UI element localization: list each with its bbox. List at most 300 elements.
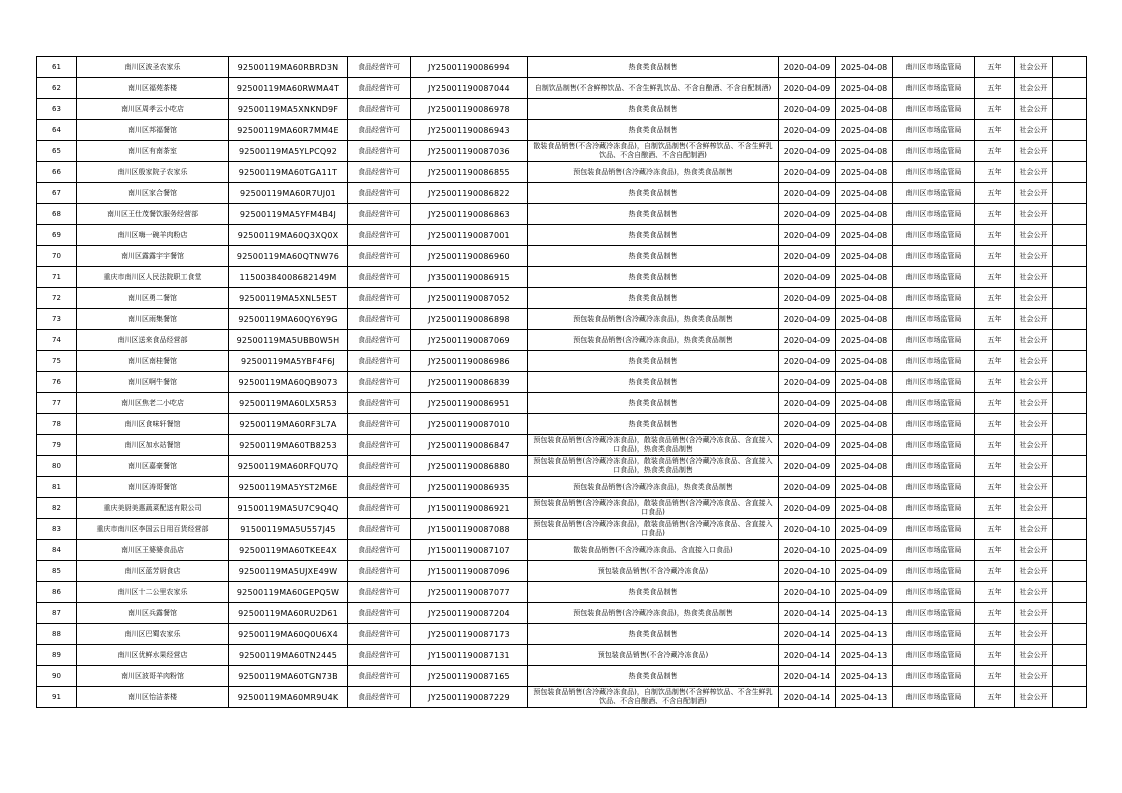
business-scope-cell: 热食类食品制售: [528, 372, 779, 393]
issue-date-cell: 2020-04-09: [779, 246, 836, 267]
permit-type-cell: 食品经营许可: [348, 204, 411, 225]
row-number-cell: 73: [37, 309, 77, 330]
row-number-cell: 70: [37, 246, 77, 267]
business-name-cell: 南川区加水站餐馆: [77, 435, 229, 456]
issue-date-cell: 2020-04-09: [779, 414, 836, 435]
row-number-cell: 75: [37, 351, 77, 372]
business-name-cell: 南川区勇二餐馆: [77, 288, 229, 309]
expiry-date-cell: 2025-04-09: [836, 582, 893, 603]
permit-type-cell: 食品经营许可: [348, 351, 411, 372]
issue-date-cell: 2020-04-09: [779, 225, 836, 246]
permit-type-cell: 食品经营许可: [348, 687, 411, 708]
issuing-authority-cell: 南川区市场监管局: [893, 372, 975, 393]
disclosure-status-cell: 社会公开: [1015, 540, 1053, 561]
issue-date-cell: 2020-04-09: [779, 309, 836, 330]
license-number-cell: JY25001190086863: [411, 204, 528, 225]
validity-term-cell: 五年: [975, 498, 1015, 519]
license-number-cell: JY25001190087044: [411, 78, 528, 99]
business-name-cell: 南川区嗨一碗羊肉粉店: [77, 225, 229, 246]
expiry-date-cell: 2025-04-08: [836, 330, 893, 351]
disclosure-status-cell: 社会公开: [1015, 393, 1053, 414]
disclosure-status-cell: 社会公开: [1015, 351, 1053, 372]
credit-code-cell: 92500119MA60RU2D61: [229, 603, 348, 624]
business-name-cell: 南川区南桂餐馆: [77, 351, 229, 372]
row-number-cell: 72: [37, 288, 77, 309]
business-scope-cell: 预包装食品销售(不含冷藏冷冻食品): [528, 561, 779, 582]
expiry-date-cell: 2025-04-08: [836, 393, 893, 414]
license-number-cell: JY25001190086839: [411, 372, 528, 393]
credit-code-cell: 92500119MA5YFM4B4J: [229, 204, 348, 225]
issuing-authority-cell: 南川区市场监管局: [893, 99, 975, 120]
issue-date-cell: 2020-04-09: [779, 372, 836, 393]
disclosure-status-cell: 社会公开: [1015, 666, 1053, 687]
business-name-cell: 南川区送来食品经营部: [77, 330, 229, 351]
issue-date-cell: 2020-04-14: [779, 603, 836, 624]
business-scope-cell: 热食类食品制售: [528, 666, 779, 687]
credit-code-cell: 92500119MA5UBB0W5H: [229, 330, 348, 351]
permit-type-cell: 食品经营许可: [348, 477, 411, 498]
business-scope-cell: 预包装食品销售(含冷藏冷冻食品)，散装食品销售(含冷藏冷冻食品、含直接入口食品): [528, 498, 779, 519]
validity-term-cell: 五年: [975, 645, 1015, 666]
issue-date-cell: 2020-04-09: [779, 57, 836, 78]
permit-type-cell: 食品经营许可: [348, 288, 411, 309]
expiry-date-cell: 2025-04-08: [836, 246, 893, 267]
issuing-authority-cell: 南川区市场监管局: [893, 645, 975, 666]
disclosure-status-cell: 社会公开: [1015, 498, 1053, 519]
permit-type-cell: 食品经营许可: [348, 372, 411, 393]
row-number-cell: 78: [37, 414, 77, 435]
notes-cell: [1053, 645, 1087, 666]
issuing-authority-cell: 南川区市场监管局: [893, 414, 975, 435]
license-number-cell: JY25001190086994: [411, 57, 528, 78]
issuing-authority-cell: 南川区市场监管局: [893, 582, 975, 603]
business-name-cell: 南川区波哥羊肉粉馆: [77, 666, 229, 687]
license-number-cell: JY25001190086898: [411, 309, 528, 330]
row-number-cell: 65: [37, 141, 77, 162]
row-number-cell: 84: [37, 540, 77, 561]
expiry-date-cell: 2025-04-08: [836, 141, 893, 162]
business-scope-cell: 热食类食品制售: [528, 120, 779, 141]
issuing-authority-cell: 南川区市场监管局: [893, 456, 975, 477]
notes-cell: [1053, 393, 1087, 414]
table-row: [37, 414, 1087, 435]
issue-date-cell: 2020-04-09: [779, 477, 836, 498]
credit-code-cell: 92500119MA5UJXE49W: [229, 561, 348, 582]
disclosure-status-cell: 社会公开: [1015, 267, 1053, 288]
expiry-date-cell: 2025-04-13: [836, 666, 893, 687]
issuing-authority-cell: 南川区市场监管局: [893, 120, 975, 141]
credit-code-cell: 92500119MA5XNKND9F: [229, 99, 348, 120]
issuing-authority-cell: 南川区市场监管局: [893, 603, 975, 624]
license-number-cell: JY35001190086915: [411, 267, 528, 288]
license-number-cell: JY25001190086847: [411, 435, 528, 456]
permit-type-cell: 食品经营许可: [348, 582, 411, 603]
business-name-cell: 南川区涛哥餐馆: [77, 477, 229, 498]
business-scope-cell: 散装食品销售(不含冷藏冷冻食品、含直接入口食品): [528, 540, 779, 561]
license-number-cell: JY25001190086855: [411, 162, 528, 183]
license-number-cell: JY25001190087001: [411, 225, 528, 246]
expiry-date-cell: 2025-04-08: [836, 120, 893, 141]
notes-cell: [1053, 666, 1087, 687]
notes-cell: [1053, 162, 1087, 183]
issuing-authority-cell: 南川区市场监管局: [893, 498, 975, 519]
expiry-date-cell: 2025-04-08: [836, 372, 893, 393]
business-scope-cell: 预包装食品销售(含冷藏冷冻食品)，热食类食品制售: [528, 309, 779, 330]
notes-cell: [1053, 120, 1087, 141]
validity-term-cell: 五年: [975, 330, 1015, 351]
validity-term-cell: 五年: [975, 393, 1015, 414]
table-row: [37, 603, 1087, 624]
table-row: [37, 57, 1087, 78]
issue-date-cell: 2020-04-09: [779, 267, 836, 288]
business-name-cell: 南川区十二公里农家乐: [77, 582, 229, 603]
table-row: [37, 372, 1087, 393]
notes-cell: [1053, 351, 1087, 372]
expiry-date-cell: 2025-04-08: [836, 183, 893, 204]
table-row: [37, 204, 1087, 225]
row-number-cell: 79: [37, 435, 77, 456]
issuing-authority-cell: 南川区市场监管局: [893, 351, 975, 372]
business-scope-cell: 热食类食品制售: [528, 414, 779, 435]
validity-term-cell: 五年: [975, 225, 1015, 246]
disclosure-status-cell: 社会公开: [1015, 687, 1053, 708]
validity-term-cell: 五年: [975, 582, 1015, 603]
expiry-date-cell: 2025-04-08: [836, 456, 893, 477]
license-number-cell: JY15001190087096: [411, 561, 528, 582]
table-row: [37, 141, 1087, 162]
license-number-cell: JY25001190087229: [411, 687, 528, 708]
business-name-cell: 南川区啊牛餐馆: [77, 372, 229, 393]
disclosure-status-cell: 社会公开: [1015, 477, 1053, 498]
disclosure-status-cell: 社会公开: [1015, 372, 1053, 393]
row-number-cell: 71: [37, 267, 77, 288]
expiry-date-cell: 2025-04-08: [836, 162, 893, 183]
notes-cell: [1053, 687, 1087, 708]
notes-cell: [1053, 57, 1087, 78]
disclosure-status-cell: 社会公开: [1015, 162, 1053, 183]
permit-type-cell: 食品经营许可: [348, 645, 411, 666]
notes-cell: [1053, 204, 1087, 225]
notes-cell: [1053, 435, 1087, 456]
license-number-cell: JY25001190086986: [411, 351, 528, 372]
notes-cell: [1053, 99, 1087, 120]
issue-date-cell: 2020-04-09: [779, 120, 836, 141]
credit-code-cell: 92500119MA60Q0U6X4: [229, 624, 348, 645]
table-row: [37, 561, 1087, 582]
expiry-date-cell: 2025-04-08: [836, 435, 893, 456]
license-number-cell: JY25001190087069: [411, 330, 528, 351]
issue-date-cell: 2020-04-09: [779, 141, 836, 162]
validity-term-cell: 五年: [975, 99, 1015, 120]
business-name-cell: 南川区蓝芳厨食店: [77, 561, 229, 582]
disclosure-status-cell: 社会公开: [1015, 435, 1053, 456]
business-scope-cell: 热食类食品制售: [528, 99, 779, 120]
credit-code-cell: 92500119MA60TB8253: [229, 435, 348, 456]
issuing-authority-cell: 南川区市场监管局: [893, 330, 975, 351]
row-number-cell: 81: [37, 477, 77, 498]
credit-code-cell: 92500119MA60LX5R53: [229, 393, 348, 414]
issue-date-cell: 2020-04-09: [779, 456, 836, 477]
table-row: [37, 393, 1087, 414]
issue-date-cell: 2020-04-09: [779, 162, 836, 183]
business-scope-cell: 预包装食品销售(含冷藏冷冻食品)，自制饮品制售(不含鲜榨饮品、不含生鲜乳饮品、不含自酿酒、不含自配制酒): [528, 687, 779, 708]
row-number-cell: 74: [37, 330, 77, 351]
business-name-cell: 南川区福苑茶楼: [77, 78, 229, 99]
business-name-cell: 南川区王仕茂餐饮服务经营部: [77, 204, 229, 225]
table-row: [37, 309, 1087, 330]
row-number-cell: 80: [37, 456, 77, 477]
business-scope-cell: 预包装食品销售(不含冷藏冷冻食品): [528, 645, 779, 666]
issuing-authority-cell: 南川区市场监管局: [893, 288, 975, 309]
permit-type-cell: 食品经营许可: [348, 456, 411, 477]
permit-type-cell: 食品经营许可: [348, 162, 411, 183]
issuing-authority-cell: 南川区市场监管局: [893, 477, 975, 498]
license-number-cell: JY25001190086978: [411, 99, 528, 120]
credit-code-cell: 91500119MA5U7C9Q4Q: [229, 498, 348, 519]
validity-term-cell: 五年: [975, 687, 1015, 708]
credit-code-cell: 92500119MA5XNL5E5T: [229, 288, 348, 309]
validity-term-cell: 五年: [975, 78, 1015, 99]
table-row: [37, 519, 1087, 540]
issuing-authority-cell: 南川区市场监管局: [893, 78, 975, 99]
row-number-cell: 64: [37, 120, 77, 141]
issuing-authority-cell: 南川区市场监管局: [893, 666, 975, 687]
disclosure-status-cell: 社会公开: [1015, 183, 1053, 204]
license-number-cell: JY25001190087204: [411, 603, 528, 624]
credit-code-cell: 92500119MA5YBF4F6J: [229, 351, 348, 372]
expiry-date-cell: 2025-04-13: [836, 687, 893, 708]
issue-date-cell: 2020-04-14: [779, 666, 836, 687]
credit-code-cell: 92500119MA5YST2M6E: [229, 477, 348, 498]
license-number-cell: JY15001190087131: [411, 645, 528, 666]
expiry-date-cell: 2025-04-13: [836, 624, 893, 645]
validity-term-cell: 五年: [975, 519, 1015, 540]
credit-code-cell: 92500119MA60RWMA4T: [229, 78, 348, 99]
business-name-cell: 重庆市南川区人民法院职工食堂: [77, 267, 229, 288]
notes-cell: [1053, 540, 1087, 561]
notes-cell: [1053, 309, 1087, 330]
row-number-cell: 85: [37, 561, 77, 582]
expiry-date-cell: 2025-04-13: [836, 603, 893, 624]
business-scope-cell: 热食类食品制售: [528, 351, 779, 372]
permit-type-cell: 食品经营许可: [348, 57, 411, 78]
expiry-date-cell: 2025-04-08: [836, 309, 893, 330]
credit-code-cell: 92500119MA60R7UJ01: [229, 183, 348, 204]
validity-term-cell: 五年: [975, 141, 1015, 162]
table-row: [37, 162, 1087, 183]
issuing-authority-cell: 南川区市场监管局: [893, 57, 975, 78]
issue-date-cell: 2020-04-09: [779, 351, 836, 372]
notes-cell: [1053, 246, 1087, 267]
license-number-cell: JY25001190087052: [411, 288, 528, 309]
disclosure-status-cell: 社会公开: [1015, 225, 1053, 246]
row-number-cell: 67: [37, 183, 77, 204]
disclosure-status-cell: 社会公开: [1015, 57, 1053, 78]
disclosure-status-cell: 社会公开: [1015, 99, 1053, 120]
table-row: [37, 477, 1087, 498]
notes-cell: [1053, 519, 1087, 540]
table-row: [37, 351, 1087, 372]
permit-type-cell: 食品经营许可: [348, 435, 411, 456]
issuing-authority-cell: 南川区市场监管局: [893, 183, 975, 204]
disclosure-status-cell: 社会公开: [1015, 330, 1053, 351]
row-number-cell: 82: [37, 498, 77, 519]
issuing-authority-cell: 南川区市场监管局: [893, 141, 975, 162]
expiry-date-cell: 2025-04-09: [836, 540, 893, 561]
disclosure-status-cell: 社会公开: [1015, 624, 1053, 645]
table-body: [37, 57, 1087, 708]
table-row: [37, 645, 1087, 666]
business-name-cell: 南川区怡洁茶楼: [77, 687, 229, 708]
business-scope-cell: 热食类食品制售: [528, 267, 779, 288]
row-number-cell: 89: [37, 645, 77, 666]
expiry-date-cell: 2025-04-09: [836, 561, 893, 582]
license-number-cell: JY25001190086943: [411, 120, 528, 141]
validity-term-cell: 五年: [975, 267, 1015, 288]
business-scope-cell: 散装食品销售(不含冷藏冷冻食品)，自制饮品制售(不含鲜榨饮品、不含生鲜乳饮品、不含自酿酒、不含自配制酒): [528, 141, 779, 162]
business-scope-cell: 热食类食品制售: [528, 393, 779, 414]
expiry-date-cell: 2025-04-08: [836, 99, 893, 120]
business-name-cell: 南川区殷家院子农家乐: [77, 162, 229, 183]
table-row: [37, 624, 1087, 645]
row-number-cell: 61: [37, 57, 77, 78]
issuing-authority-cell: 南川区市场监管局: [893, 309, 975, 330]
business-scope-cell: 热食类食品制售: [528, 246, 779, 267]
notes-cell: [1053, 267, 1087, 288]
permit-type-cell: 食品经营许可: [348, 666, 411, 687]
disclosure-status-cell: 社会公开: [1015, 456, 1053, 477]
disclosure-status-cell: 社会公开: [1015, 582, 1053, 603]
credit-code-cell: 92500119MA60Q3XQ0X: [229, 225, 348, 246]
permit-type-cell: 食品经营许可: [348, 225, 411, 246]
validity-term-cell: 五年: [975, 120, 1015, 141]
disclosure-status-cell: 社会公开: [1015, 288, 1053, 309]
permit-type-cell: 食品经营许可: [348, 603, 411, 624]
issue-date-cell: 2020-04-09: [779, 498, 836, 519]
business-scope-cell: 热食类食品制售: [528, 225, 779, 246]
license-number-cell: JY15001190087088: [411, 519, 528, 540]
expiry-date-cell: 2025-04-08: [836, 267, 893, 288]
table-row: [37, 288, 1087, 309]
validity-term-cell: 五年: [975, 183, 1015, 204]
permit-type-cell: 食品经营许可: [348, 561, 411, 582]
notes-cell: [1053, 78, 1087, 99]
issue-date-cell: 2020-04-09: [779, 435, 836, 456]
credit-code-cell: 92500119MA60MR9U4K: [229, 687, 348, 708]
business-name-cell: 南川区波圣农家乐: [77, 57, 229, 78]
validity-term-cell: 五年: [975, 477, 1015, 498]
issuing-authority-cell: 南川区市场监管局: [893, 624, 975, 645]
issue-date-cell: 2020-04-09: [779, 183, 836, 204]
table-row: [37, 666, 1087, 687]
row-number-cell: 91: [37, 687, 77, 708]
issuing-authority-cell: 南川区市场监管局: [893, 162, 975, 183]
notes-cell: [1053, 183, 1087, 204]
credit-code-cell: 92500119MA5YLPCQ92: [229, 141, 348, 162]
credit-code-cell: 92500119MA60RF3L7A: [229, 414, 348, 435]
disclosure-status-cell: 社会公开: [1015, 120, 1053, 141]
disclosure-status-cell: 社会公开: [1015, 246, 1053, 267]
business-name-cell: 南川区周孝云小吃店: [77, 99, 229, 120]
credit-code-cell: 11500384008682149M: [229, 267, 348, 288]
business-name-cell: 南川区王婆婆食品店: [77, 540, 229, 561]
credit-code-cell: 92500119MA60R7MM4E: [229, 120, 348, 141]
permit-type-cell: 食品经营许可: [348, 120, 411, 141]
credit-code-cell: 92500119MA60QY6Y9G: [229, 309, 348, 330]
disclosure-status-cell: 社会公开: [1015, 519, 1053, 540]
expiry-date-cell: 2025-04-08: [836, 204, 893, 225]
credit-code-cell: 92500119MA60QTNW76: [229, 246, 348, 267]
disclosure-status-cell: 社会公开: [1015, 204, 1053, 225]
license-number-cell: JY25001190087010: [411, 414, 528, 435]
permit-type-cell: 食品经营许可: [348, 330, 411, 351]
business-scope-cell: 预包装食品销售(含冷藏冷冻食品)，热食类食品制售: [528, 477, 779, 498]
issue-date-cell: 2020-04-09: [779, 288, 836, 309]
notes-cell: [1053, 225, 1087, 246]
notes-cell: [1053, 561, 1087, 582]
disclosure-status-cell: 社会公开: [1015, 645, 1053, 666]
issue-date-cell: 2020-04-14: [779, 624, 836, 645]
row-number-cell: 69: [37, 225, 77, 246]
notes-cell: [1053, 288, 1087, 309]
business-name-cell: 南川区兵露餐馆: [77, 603, 229, 624]
business-name-cell: 南川区优鲜水果经营店: [77, 645, 229, 666]
validity-term-cell: 五年: [975, 666, 1015, 687]
business-name-cell: 南川区巴蜀农家乐: [77, 624, 229, 645]
issue-date-cell: 2020-04-14: [779, 645, 836, 666]
permit-type-cell: 食品经营许可: [348, 393, 411, 414]
business-name-cell: 南川区露露宇宇餐馆: [77, 246, 229, 267]
row-number-cell: 63: [37, 99, 77, 120]
table-row: [37, 582, 1087, 603]
validity-term-cell: 五年: [975, 624, 1015, 645]
validity-term-cell: 五年: [975, 246, 1015, 267]
validity-term-cell: 五年: [975, 435, 1015, 456]
issuing-authority-cell: 南川区市场监管局: [893, 540, 975, 561]
table-row: [37, 687, 1087, 708]
business-scope-cell: 预包装食品销售(含冷藏冷冻食品)，热食类食品制售: [528, 162, 779, 183]
business-scope-cell: 自制饮品制售(不含鲜榨饮品、不含生鲜乳饮品、不含自酿酒、不含自配制酒): [528, 78, 779, 99]
credit-code-cell: 92500119MA60TKEE4X: [229, 540, 348, 561]
business-name-cell: 南川区食味轩餐馆: [77, 414, 229, 435]
disclosure-status-cell: 社会公开: [1015, 603, 1053, 624]
business-scope-cell: 热食类食品制售: [528, 183, 779, 204]
row-number-cell: 66: [37, 162, 77, 183]
expiry-date-cell: 2025-04-08: [836, 288, 893, 309]
disclosure-status-cell: 社会公开: [1015, 414, 1053, 435]
business-name-cell: 南川区家合餐馆: [77, 183, 229, 204]
notes-cell: [1053, 477, 1087, 498]
permit-type-cell: 食品经营许可: [348, 99, 411, 120]
validity-term-cell: 五年: [975, 603, 1015, 624]
business-name-cell: 南川区嘉豪餐馆: [77, 456, 229, 477]
table-row: [37, 456, 1087, 477]
license-number-cell: JY25001190086880: [411, 456, 528, 477]
expiry-date-cell: 2025-04-13: [836, 645, 893, 666]
business-scope-cell: 热食类食品制售: [528, 624, 779, 645]
validity-term-cell: 五年: [975, 561, 1015, 582]
row-number-cell: 86: [37, 582, 77, 603]
issue-date-cell: 2020-04-09: [779, 330, 836, 351]
table-row: [37, 120, 1087, 141]
notes-cell: [1053, 330, 1087, 351]
notes-cell: [1053, 582, 1087, 603]
row-number-cell: 87: [37, 603, 77, 624]
business-scope-cell: 预包装食品销售(含冷藏冷冻食品)，热食类食品制售: [528, 603, 779, 624]
business-name-cell: 南川区雨集餐馆: [77, 309, 229, 330]
permit-type-cell: 食品经营许可: [348, 540, 411, 561]
expiry-date-cell: 2025-04-08: [836, 57, 893, 78]
